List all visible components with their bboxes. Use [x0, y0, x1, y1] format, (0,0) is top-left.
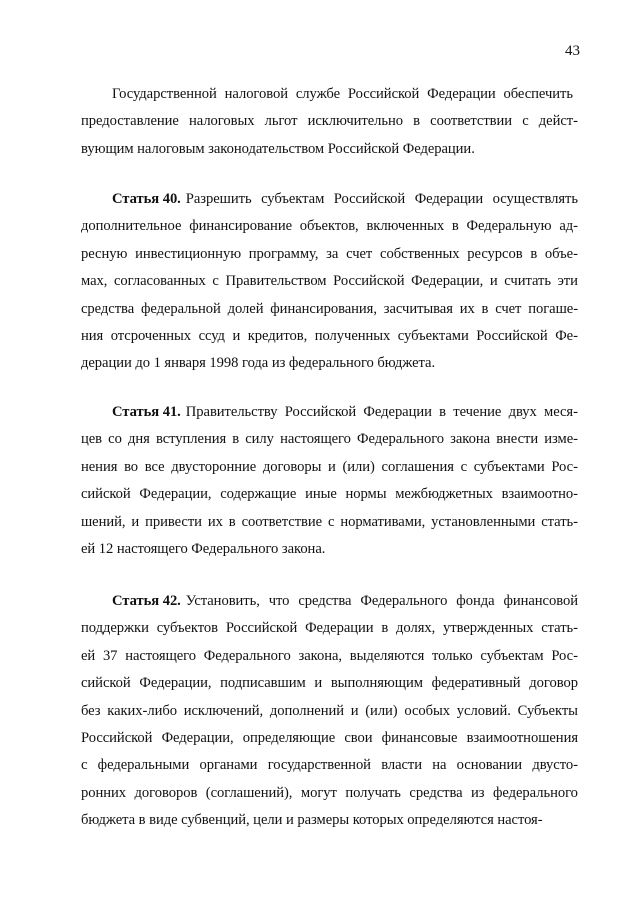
- word: в: [232, 431, 240, 448]
- line-text: [81, 213, 578, 240]
- word: исключительно: [307, 113, 403, 130]
- line-text: вующим налоговым законодательством Российской Федерации.: [81, 140, 475, 157]
- line-text: [81, 643, 578, 670]
- line-text: дерации до 1 января 1998 года из федерального бюджета.: [81, 355, 436, 372]
- text-line: [81, 350, 578, 377]
- line-text: [81, 670, 578, 697]
- word: привести: [145, 513, 202, 530]
- word: силу: [245, 431, 274, 448]
- word: субъектов: [156, 620, 218, 637]
- word: счет: [495, 300, 522, 317]
- text-line: [81, 186, 578, 213]
- word: только: [432, 647, 473, 664]
- text-line: [81, 643, 578, 670]
- word: Государственной: [112, 86, 217, 102]
- word: Федерации: [305, 620, 374, 637]
- line-text: [186, 186, 578, 213]
- word: определяющие: [242, 729, 336, 746]
- paragraph-indent: [81, 81, 112, 108]
- word: Разрешить: [185, 191, 252, 207]
- word: дня: [128, 431, 150, 448]
- word: условий.: [456, 702, 511, 719]
- line-text: [81, 241, 578, 268]
- word: с: [328, 513, 335, 530]
- word: установленными: [431, 513, 536, 530]
- word: субъектами: [473, 458, 545, 475]
- word: средства: [409, 784, 463, 801]
- word: свои: [344, 729, 373, 746]
- word: течение: [453, 404, 502, 420]
- word: средства: [298, 593, 352, 609]
- word: договоры: [262, 458, 322, 475]
- word: федеральной: [140, 300, 221, 317]
- word: погаше-: [528, 300, 578, 317]
- word: фонда: [456, 593, 495, 609]
- word: предоставление: [81, 113, 179, 130]
- word: Федеральную: [466, 218, 552, 235]
- word: из: [471, 784, 485, 801]
- word: Субъекты: [517, 702, 578, 719]
- word: программу,: [248, 245, 319, 262]
- word: счет: [346, 245, 373, 262]
- line-text: бюджета в виде субвенций, цели и размеры которых определяются настоя-: [81, 812, 543, 829]
- word: все: [144, 458, 165, 475]
- word: с: [81, 757, 88, 774]
- word: соответствие: [241, 513, 323, 530]
- word: выделяются: [349, 647, 425, 664]
- word: Российской: [476, 327, 548, 344]
- word: утвержденных: [443, 620, 534, 637]
- word: и: [131, 513, 140, 530]
- word: объе-: [544, 245, 578, 262]
- word: ронних: [81, 784, 127, 801]
- word: с: [212, 273, 219, 290]
- word: в: [481, 300, 489, 317]
- text-line: [81, 670, 578, 697]
- word: ния: [81, 327, 104, 344]
- word: Рос-: [551, 647, 578, 664]
- line-text: [81, 509, 578, 536]
- word: шений,: [81, 513, 126, 530]
- word: в: [439, 404, 446, 420]
- word: изме-: [544, 431, 578, 448]
- word: нормы: [345, 486, 387, 503]
- word: их: [459, 300, 475, 317]
- word: (или): [342, 458, 375, 475]
- text-line: [81, 213, 578, 240]
- word: взаимоотношения: [466, 729, 578, 746]
- word: Рос-: [551, 458, 578, 475]
- paragraph-indent: [81, 186, 112, 213]
- word: двух: [508, 404, 537, 420]
- word: дейст-: [538, 113, 578, 130]
- word: федеративный: [431, 675, 521, 692]
- word: (или): [365, 702, 398, 719]
- word: на: [432, 757, 447, 774]
- word: с: [522, 113, 529, 130]
- word: взаимоотно-: [501, 486, 578, 503]
- word: считать: [504, 273, 551, 290]
- word: и: [314, 675, 323, 692]
- word: ресную: [81, 245, 128, 262]
- line-text: [81, 296, 578, 323]
- text-line: [81, 81, 578, 108]
- text-line: [81, 296, 578, 323]
- paragraph-article-40: [81, 186, 578, 378]
- word: объектов,: [299, 218, 359, 235]
- word: полученных: [314, 327, 391, 344]
- word: Правительству: [185, 404, 278, 420]
- word: нения: [81, 458, 118, 475]
- word: со: [108, 431, 122, 448]
- word: особых: [404, 702, 451, 719]
- word: 37: [102, 647, 118, 664]
- word: основании: [456, 757, 523, 774]
- line-text: [112, 81, 573, 108]
- paragraph-article-42: [81, 588, 578, 835]
- word: финансирования,: [270, 300, 377, 317]
- line-text: [81, 780, 578, 807]
- line-text: [81, 268, 578, 295]
- text-line: [81, 698, 578, 725]
- word: сийской: [81, 486, 131, 503]
- word: меся-: [544, 404, 578, 420]
- line-text: [81, 454, 578, 481]
- word: дополнений: [269, 702, 344, 719]
- word: Фе-: [555, 327, 578, 344]
- article-heading: Статья 40.: [112, 191, 181, 207]
- word: эти: [557, 273, 578, 290]
- word: финансовые: [381, 729, 458, 746]
- word: в: [381, 620, 389, 637]
- article-heading: Статья 42.: [112, 593, 181, 609]
- word: получать: [345, 784, 401, 801]
- word: договор: [529, 675, 578, 692]
- word: исключений,: [183, 702, 264, 719]
- line-text: [186, 399, 578, 426]
- word: подписавшим: [220, 675, 306, 692]
- word: обеспечить: [503, 86, 573, 102]
- word: ей: [81, 647, 96, 664]
- text-line: [81, 426, 578, 453]
- line-text: [81, 426, 578, 453]
- word: Российской: [333, 191, 406, 207]
- word: мах,: [81, 273, 108, 290]
- text-line: [81, 481, 578, 508]
- text-line: [81, 399, 578, 426]
- word: включенных: [366, 218, 445, 235]
- word: кредитов,: [247, 327, 308, 344]
- text-line: [81, 268, 578, 295]
- word: субъектам: [480, 647, 544, 664]
- word: власти: [381, 757, 423, 774]
- text-line: [81, 780, 578, 807]
- word: Установить,: [185, 593, 260, 609]
- paragraph-indent: [81, 399, 112, 426]
- line-text: ей 12 настоящего Федерального закона.: [81, 540, 326, 557]
- word: без: [81, 702, 101, 719]
- word: финансовой: [503, 593, 578, 609]
- word: выполняющим: [330, 675, 423, 692]
- word: двусторонние: [171, 458, 257, 475]
- word: Федерации,: [411, 273, 484, 290]
- line-text: [81, 698, 578, 725]
- word: настоящего: [280, 431, 351, 448]
- word: Российской: [347, 86, 420, 102]
- line-text: [81, 615, 578, 642]
- text-line: [81, 615, 578, 642]
- text-line: [81, 807, 578, 834]
- word: федерального: [492, 784, 578, 801]
- text-line: [81, 323, 578, 350]
- word: отсроченных: [110, 327, 192, 344]
- line-text: [81, 323, 578, 350]
- word: налоговой: [224, 86, 289, 102]
- word: Правительством: [225, 273, 327, 290]
- word: Федерации,: [139, 675, 212, 692]
- text-line: [81, 725, 578, 752]
- text-line: [81, 136, 578, 163]
- word: Федерации,: [161, 729, 234, 746]
- article-heading: Статья 41.: [112, 404, 181, 420]
- word: за: [326, 245, 339, 262]
- word: ресурсов: [467, 245, 523, 262]
- word: льгот: [264, 113, 298, 130]
- word: средства: [81, 300, 135, 317]
- word: соглашения: [381, 458, 454, 475]
- word: Российской: [81, 729, 153, 746]
- word: и: [350, 702, 359, 719]
- word: Федерации: [414, 191, 484, 207]
- line-text: [81, 481, 578, 508]
- paragraph-article-41: [81, 399, 578, 563]
- word: инвестиционную: [135, 245, 242, 262]
- word: в: [413, 113, 420, 130]
- word: государственной: [267, 757, 371, 774]
- word: собственных: [380, 245, 460, 262]
- word: вступления: [155, 431, 227, 448]
- word: и: [328, 458, 336, 475]
- text-line: [81, 588, 578, 615]
- word: нормативами,: [340, 513, 426, 530]
- line-text: [81, 752, 578, 779]
- word: долях,: [396, 620, 436, 637]
- word: их: [207, 513, 223, 530]
- word: во: [124, 458, 139, 475]
- word: поддержки: [81, 620, 149, 637]
- word: стать-: [541, 620, 578, 637]
- word: субъектам: [261, 191, 325, 207]
- word: в: [530, 245, 538, 262]
- word: иные: [305, 486, 337, 503]
- text-line: [81, 241, 578, 268]
- word: Федерации: [427, 86, 496, 102]
- word: каких-либо: [107, 702, 177, 719]
- word: долей: [227, 300, 264, 317]
- text-line: [81, 536, 578, 563]
- line-text: [81, 725, 578, 752]
- word: Российской: [225, 620, 298, 637]
- word: межбюджетных: [395, 486, 493, 503]
- word: закона: [450, 431, 491, 448]
- word: закона,: [298, 647, 342, 664]
- word: с: [460, 458, 467, 475]
- word: и: [489, 273, 498, 290]
- word: ад-: [559, 218, 578, 235]
- word: органами: [199, 757, 258, 774]
- word: могут: [300, 784, 337, 801]
- word: ссуд: [198, 327, 225, 344]
- word: договоров: [134, 784, 198, 801]
- word: осуществлять: [492, 191, 578, 207]
- word: соответствии: [430, 113, 513, 130]
- text-line: [81, 509, 578, 536]
- text-line: [81, 454, 578, 481]
- word: двусто-: [532, 757, 578, 774]
- word: цев: [81, 431, 103, 448]
- word: Федерального: [360, 593, 448, 609]
- paragraph-state-tax-service: [81, 81, 578, 163]
- word: Федерального: [357, 431, 445, 448]
- word: Российской: [333, 273, 405, 290]
- word: финансирование: [189, 218, 293, 235]
- word: Федерации,: [139, 486, 212, 503]
- word: налоговых: [189, 113, 255, 130]
- paragraph-indent: [81, 588, 112, 615]
- word: настоящего: [125, 647, 197, 664]
- word: засчитывая: [383, 300, 453, 317]
- word: стать-: [541, 513, 578, 530]
- line-text: [81, 108, 578, 135]
- word: в: [451, 218, 459, 235]
- word: субъектами: [397, 327, 469, 344]
- word: Российской: [284, 404, 357, 420]
- line-text: [186, 588, 578, 615]
- word: Федерации: [363, 404, 432, 420]
- word: сийской: [81, 675, 131, 692]
- text-line: [81, 108, 578, 135]
- word: что: [268, 593, 290, 609]
- word: службе: [295, 86, 341, 102]
- word: согласованных: [113, 273, 206, 290]
- page-number: 43: [565, 43, 580, 59]
- word: содержащие: [220, 486, 297, 503]
- word: и: [232, 327, 241, 344]
- word: внести: [496, 431, 539, 448]
- word: в: [228, 513, 236, 530]
- word: дополнительное: [81, 218, 182, 235]
- word: (соглашений),: [205, 784, 293, 801]
- word: Федерального: [203, 647, 291, 664]
- word: федеральными: [97, 757, 190, 774]
- text-line: [81, 752, 578, 779]
